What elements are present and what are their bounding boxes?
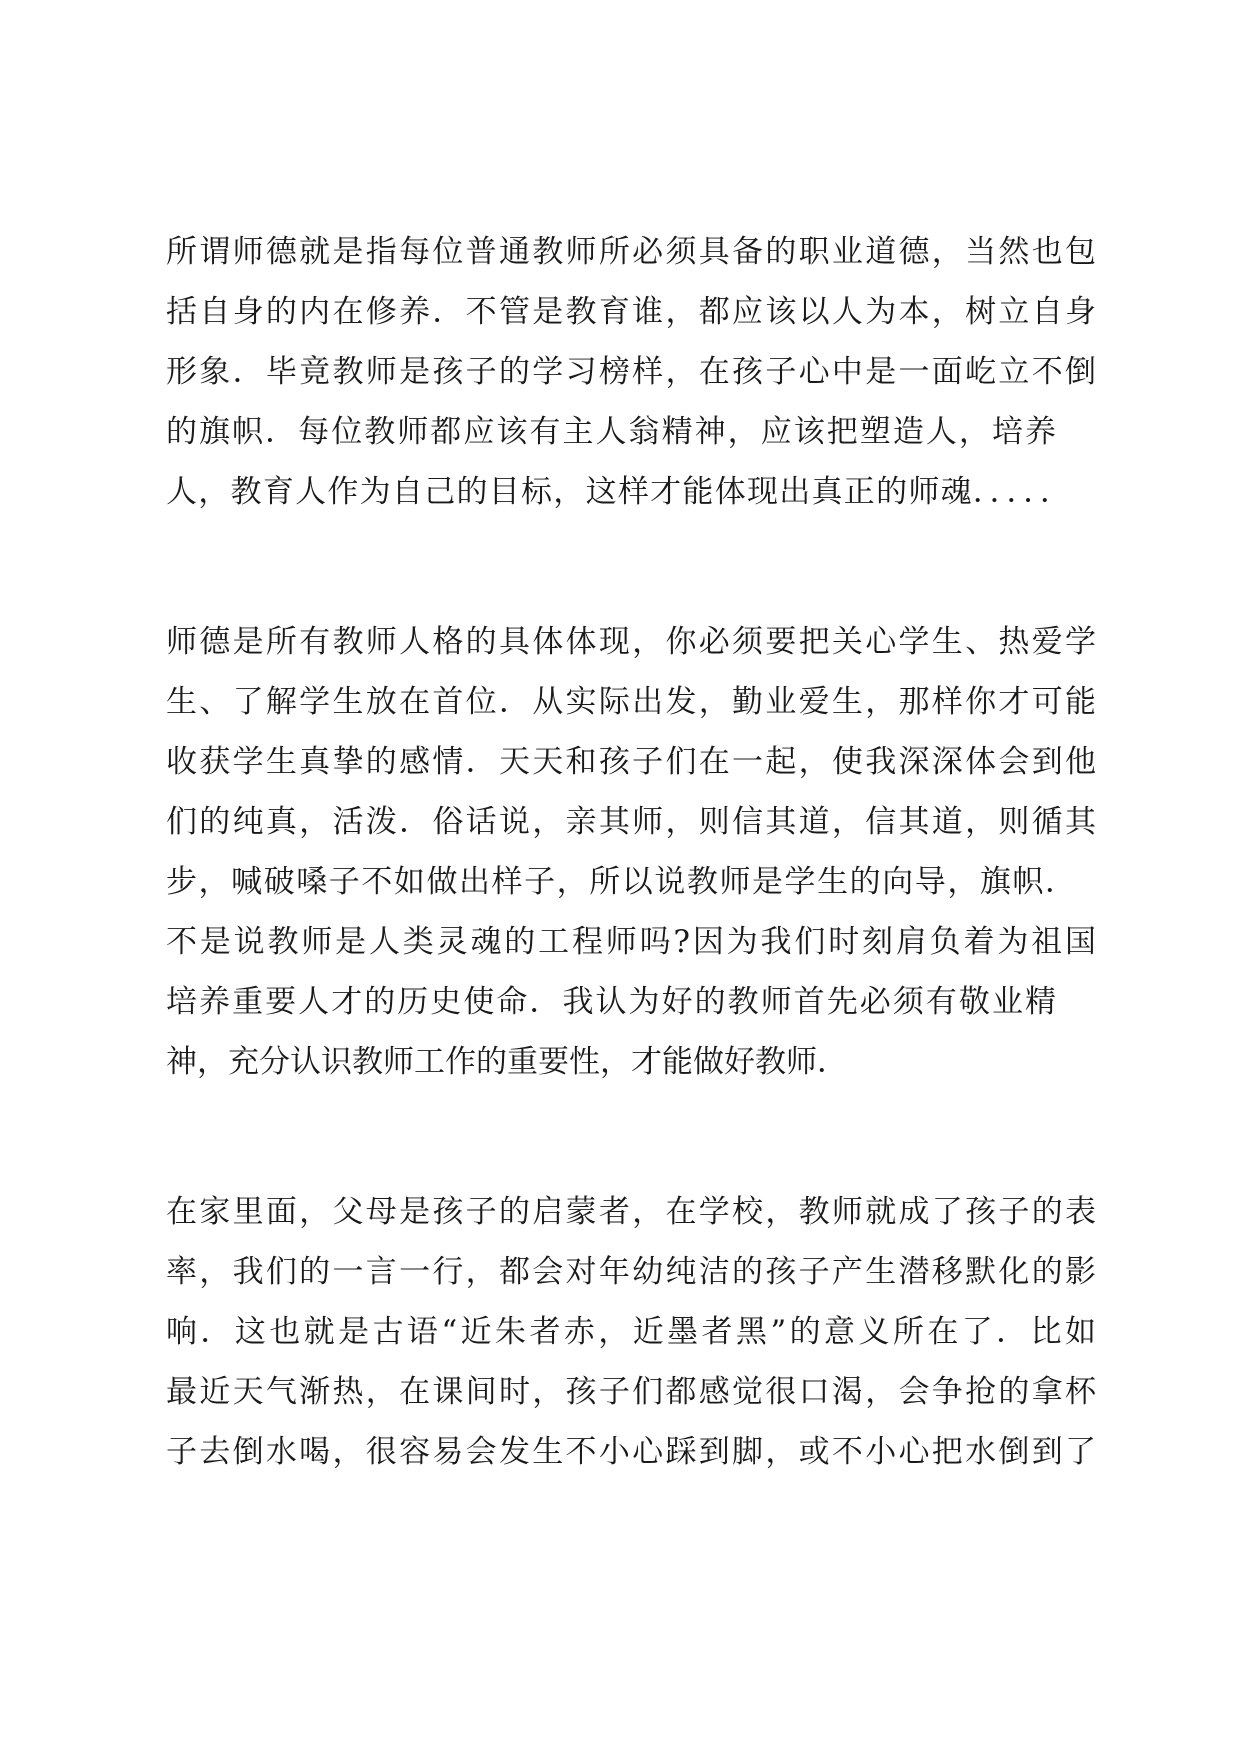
text-line: 收获学生真挚的感情．天天和孩子们在一起，使我深深体会到他 xyxy=(166,744,1096,780)
text-line: 所谓师德就是指每位普通教师所必须具备的职业道德，当然也包 xyxy=(166,234,1096,270)
text-line: 人，教育人作为自己的目标，这样才能体现出真正的师魂．．．．． xyxy=(166,474,1071,510)
text-line: 括自身的内在修养．不管是教育谁，都应该以人为本，树立自身 xyxy=(166,294,1096,330)
text-line: 最近天气渐热，在课间时，孩子们都感觉很口渴，会争抢的拿杯 xyxy=(166,1374,1096,1410)
text-line: 在家里面，父母是孩子的启蒙者，在学校，教师就成了孩子的表 xyxy=(166,1194,1096,1230)
text-line: 师德是所有教师人格的具体体现，你必须要把关心学生、热爱学 xyxy=(166,624,1096,660)
text-line: 培养重要人才的历史使命．我认为好的教师首先必须有敬业精 xyxy=(166,984,1056,1020)
text-line: 率，我们的一言一行，都会对年幼纯洁的孩子产生潜移默化的影 xyxy=(166,1254,1096,1290)
text-line: 步，喊破嗓子不如做出样子，所以说教师是学生的向导，旗帜． xyxy=(166,864,1076,900)
text-line: 们的纯真，活泼．俗话说，亲其师，则信其道，信其道，则循其 xyxy=(166,804,1096,840)
text-line: 生、了解学生放在首位．从实际出发，勤业爱生，那样你才可能 xyxy=(166,684,1096,720)
text-line: 子去倒水喝，很容易会发生不小心踩到脚，或不小心把水倒到了 xyxy=(166,1434,1096,1470)
text-line: 形象．毕竟教师是孩子的学习榜样，在孩子心中是一面屹立不倒 xyxy=(166,354,1096,390)
text-line: 神，充分认识教师工作的重要性，才能做好教师． xyxy=(166,1044,848,1080)
text-line: 不是说教师是人类灵魂的工程师吗?因为我们时刻肩负着为祖国 xyxy=(166,924,1096,960)
text-line: 响．这也就是古语“近朱者赤，近墨者黑”的意义所在了．比如 xyxy=(166,1314,1096,1350)
text-line: 的旗帜．每位教师都应该有主人翁精神，应该把塑造人，培养 xyxy=(166,414,1056,450)
